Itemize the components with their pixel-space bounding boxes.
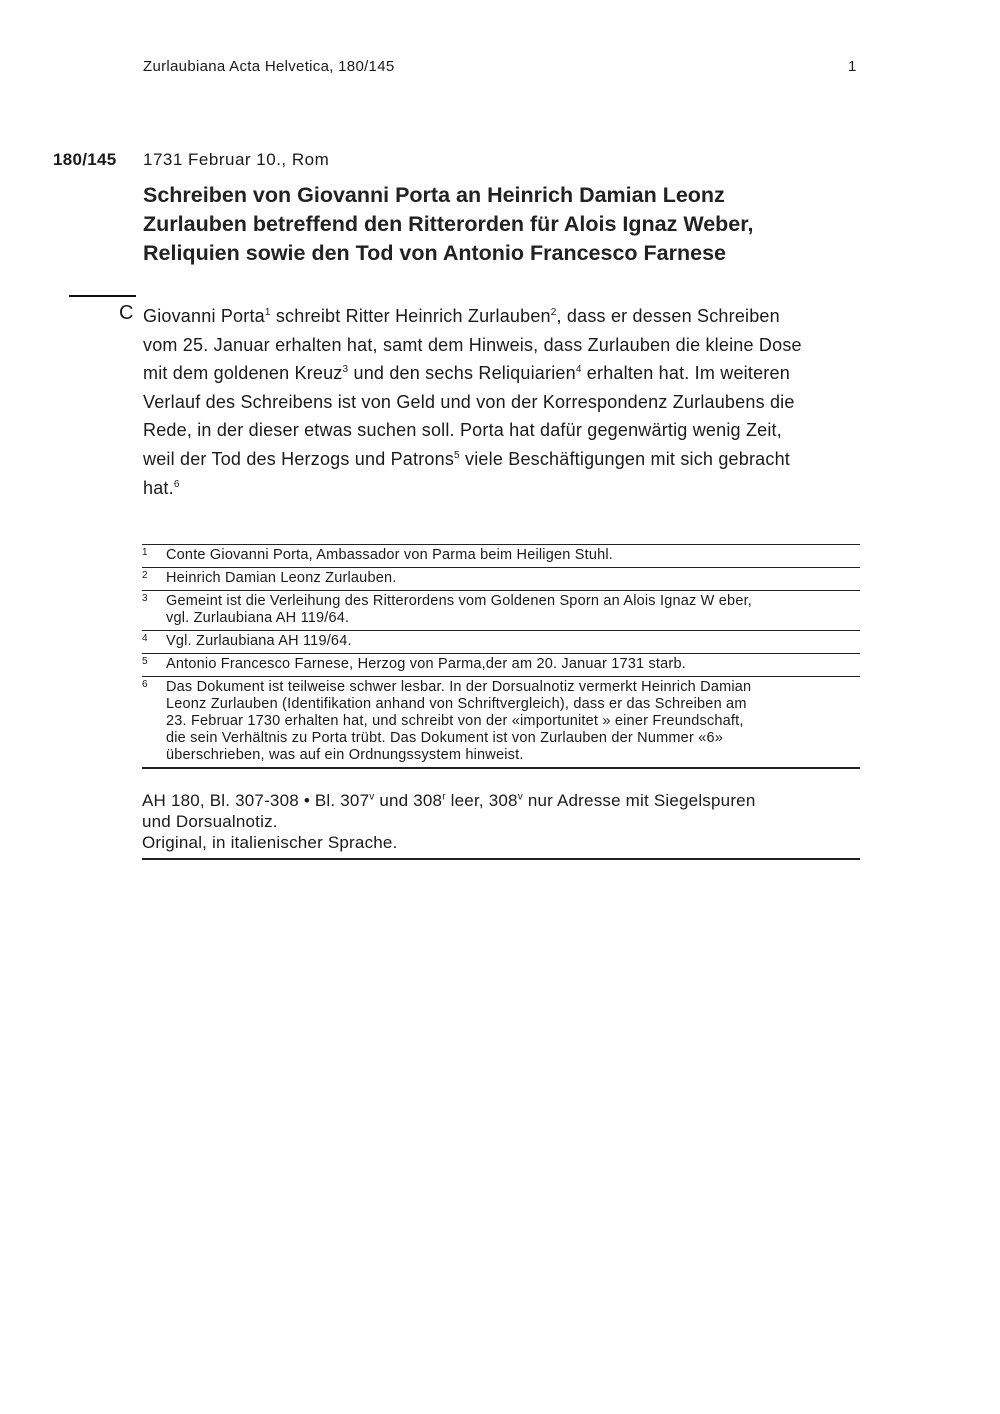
footnote-number: 1 xyxy=(142,547,148,558)
footnote-text: Das Dokument ist teilweise schwer lesbar. In der Dorsualnotiz vermerkt Heinrich Damian xyxy=(166,679,752,695)
footnote xyxy=(142,545,860,568)
summary-line xyxy=(143,359,863,388)
footnote xyxy=(142,677,860,769)
summary-line xyxy=(143,445,863,474)
footnote xyxy=(142,591,860,631)
text-run: nur Adresse mit Siegelspuren xyxy=(522,791,756,810)
footnote-text: überschrieben, was auf ein Ordnungssystem hinweist. xyxy=(166,747,524,763)
footnote-text: vgl. Zurlaubiana AH 119/64. xyxy=(166,610,350,626)
text-run: hat. xyxy=(143,477,174,498)
summary-line xyxy=(143,474,863,503)
folio-side: v xyxy=(369,791,375,803)
footnote-text: Leonz Zurlauben (Identifikation anhand von Schriftvergleich), dass er das Schreiben am xyxy=(166,696,747,712)
title-line: Reliquien sowie den Tod von Antonio Francesco Farnese xyxy=(143,241,726,265)
folio-side: v xyxy=(517,791,523,803)
source-line: und Dorsualnotiz. xyxy=(142,812,278,831)
footnote-text: Heinrich Damian Leonz Zurlauben. xyxy=(166,570,397,586)
page-number: 1 xyxy=(848,58,857,75)
text-run: erhalten hat. Im weiteren xyxy=(586,363,790,384)
summary-line xyxy=(143,302,863,331)
text-run: mit dem goldenen Kreuz xyxy=(143,363,343,384)
text-run: Giovanni Porta xyxy=(143,306,265,326)
footnote-text: Vgl. Zurlaubiana AH 119/64. xyxy=(166,633,352,649)
footnote-text: 23. Februar 1730 erhalten hat, und schreibt von der «importunitet » einer Freundschaft, xyxy=(166,713,744,729)
footnote-ref[interactable]: 5 xyxy=(454,449,460,461)
document-number: 180/145 xyxy=(53,150,117,169)
text-run: weil der Tod des Herzogs und Patrons xyxy=(143,448,455,469)
source-line xyxy=(142,790,860,811)
section-marker-rule xyxy=(69,295,136,297)
summary-line: Rede, in der dieser etwas suchen soll. Porta hat dafür gegenwärtig wenig Zeit, xyxy=(143,420,782,441)
title-line: Schreiben von Giovanni Porta an Heinrich Damian Leonz xyxy=(143,183,725,207)
footnote-ref[interactable]: 6 xyxy=(173,478,180,490)
footnote-number: 2 xyxy=(142,570,148,581)
footnote-text: Conte Giovanni Porta, Ambassador von Parma beim Heiligen Stuhl. xyxy=(166,547,614,563)
footnote xyxy=(142,631,860,654)
footnote-number: 5 xyxy=(142,656,148,667)
document-date-place: 1731 Februar 10., Rom xyxy=(143,150,330,169)
summary-line: vom 25. Januar erhalten hat, samt dem Hinweis, dass Zurlauben die kleine Dose xyxy=(143,334,802,355)
summary-line: Verlauf des Schreibens ist von Geld und von der Korrespondenz Zurlaubens die xyxy=(143,391,795,412)
footnote-ref[interactable]: 2 xyxy=(550,307,557,318)
summary-text xyxy=(143,302,863,502)
title-line: Zurlauben betreffend den Ritterorden für Alois Ignaz Weber, xyxy=(143,212,754,236)
footnote xyxy=(142,654,860,677)
text-run: AH 180, Bl. 307-308 • Bl. 307 xyxy=(142,791,370,810)
footnote xyxy=(142,568,860,591)
text-run: , dass er dessen Schreiben xyxy=(556,306,780,326)
text-run: und 308 xyxy=(374,791,443,810)
document-title xyxy=(143,181,863,268)
folio-side: r xyxy=(442,791,446,803)
text-run: schreibt Ritter Heinrich Zurlauben xyxy=(275,306,551,326)
footnote-number: 3 xyxy=(142,593,148,604)
footnote-number: 6 xyxy=(142,679,148,690)
source-line: Original, in italienischer Sprache. xyxy=(142,833,398,852)
footnote-number: 4 xyxy=(142,633,148,644)
text-run: viele Beschäftigungen mit sich gebracht xyxy=(465,448,790,469)
source-information xyxy=(142,790,860,860)
footnote-text: Gemeint ist die Verleihung des Ritterordens vom Goldenen Sporn an Alois Ignaz W eber, xyxy=(166,593,753,609)
section-marker-letter: C xyxy=(119,302,134,324)
footnotes xyxy=(142,544,860,769)
text-run: leer, 308 xyxy=(445,791,518,810)
footnote-ref[interactable]: 1 xyxy=(264,307,271,318)
footnote-ref[interactable]: 3 xyxy=(342,364,349,376)
footnote-ref[interactable]: 4 xyxy=(575,364,582,376)
text-run: und den sechs Reliquiarien xyxy=(353,363,576,384)
footnote-text: Antonio Francesco Farnese, Herzog von Parma,der am 20. Januar 1731 starb. xyxy=(166,656,686,672)
footnote-text: die sein Verhältnis zu Porta trübt. Das Dokument ist von Zurlauben der Nummer «6» xyxy=(166,730,723,746)
running-header-title: Zurlaubiana Acta Helvetica, 180/145 xyxy=(143,58,395,75)
